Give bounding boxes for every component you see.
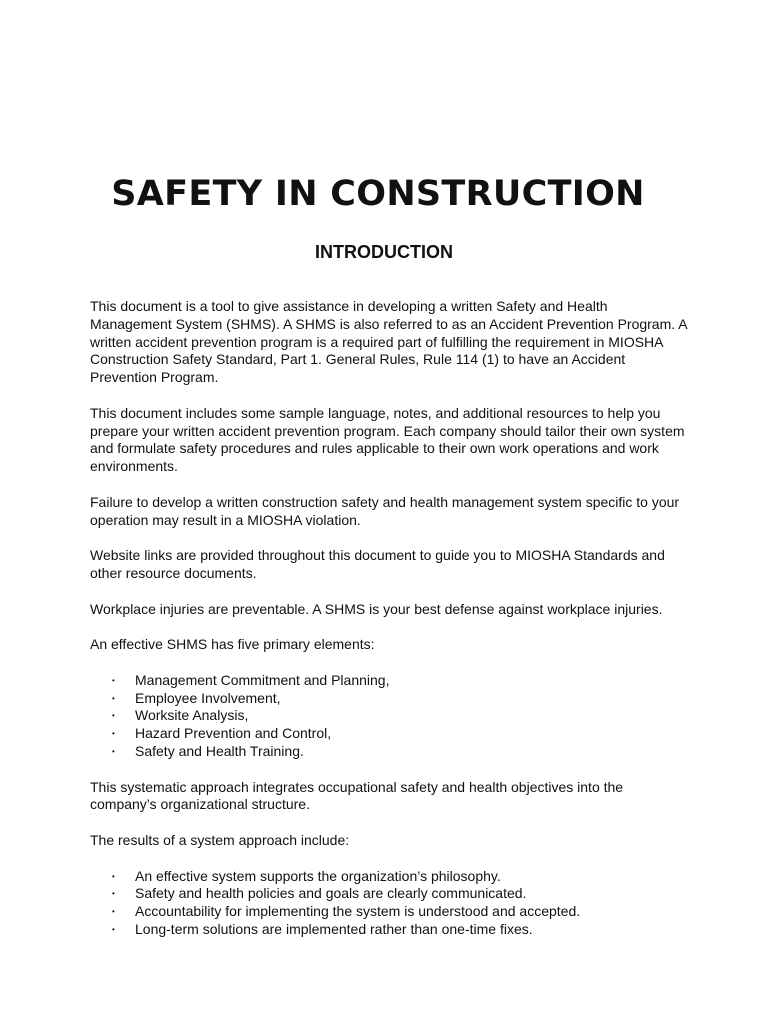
paragraph: Workplace injuries are preventable. A SHMS is your best defense against workplace injuries. (90, 600, 663, 617)
list-item (90, 725, 690, 743)
bullet: • (112, 675, 115, 685)
document-title: SAFETY IN CONSTRUCTION (111, 174, 645, 214)
list-item-text: Safety and health policies and goals are clearly communicated. (135, 885, 527, 902)
list-item (90, 690, 690, 708)
list-item-text: Worksite Analysis, (135, 707, 249, 724)
paragraph: Failure to develop a written construction safety and health management system specific to your operation may result in a MIOSHA violation. (90, 493, 680, 528)
bullet: • (112, 907, 115, 917)
paragraph: This systematic approach integrates occupational safety and health objectives into the company’s organizational structure. (90, 778, 624, 813)
list-item-text: An effective system supports the organization’s philosophy. (135, 867, 501, 884)
results-list (90, 868, 690, 939)
list-item (90, 672, 690, 690)
list-item (90, 743, 690, 761)
bullet: • (112, 711, 115, 721)
list-item-text: Safety and Health Training. (135, 742, 304, 759)
paragraph: An effective SHMS has five primary elements: (90, 636, 375, 653)
bullet: • (112, 871, 115, 881)
paragraph: The results of a system approach include: (90, 831, 350, 848)
bullet: • (112, 746, 115, 756)
bullet: • (112, 889, 115, 899)
list-item (90, 868, 690, 886)
paragraph: This document includes some sample language, notes, and additional resources to help you prepare your written accident prevention program. Each company should tailor their own system and formulate safety procedures and rules applicable to their own work operations and work environments. (90, 404, 685, 475)
paragraph: Website links are provided throughout this document to guide you to MIOSHA Standards and other resource documents. (90, 547, 665, 581)
list-item (90, 903, 690, 921)
list-item-text: Employee Involvement, (135, 689, 281, 706)
list-item (90, 921, 690, 939)
elements-list (90, 672, 690, 761)
document-body (90, 298, 690, 956)
bullet: • (112, 693, 115, 703)
paragraph: This document is a tool to give assistance in developing a written Safety and Health Management System (SHMS). A SHMS is also referred to as an Accident Prevention Program. A written accident prevention program is a required part of fulfilling the requirement in MIOSHA Construction Safety Standard, Part 1. General Rules, Rule 114 (1) to have an Accident Prevention Program. (90, 298, 687, 386)
list-item-text: Accountability for implementing the system is understood and accepted. (135, 903, 581, 920)
list-item (90, 885, 690, 903)
list-item-text: Management Commitment and Planning, (135, 671, 390, 688)
section-heading: INTRODUCTION (315, 242, 453, 262)
bullet: • (112, 924, 115, 934)
list-item-text: Long-term solutions are implemented rather than one-time fixes. (135, 920, 533, 937)
list-item (90, 707, 690, 725)
list-item-text: Hazard Prevention and Control, (135, 725, 332, 742)
bullet: • (112, 729, 115, 739)
